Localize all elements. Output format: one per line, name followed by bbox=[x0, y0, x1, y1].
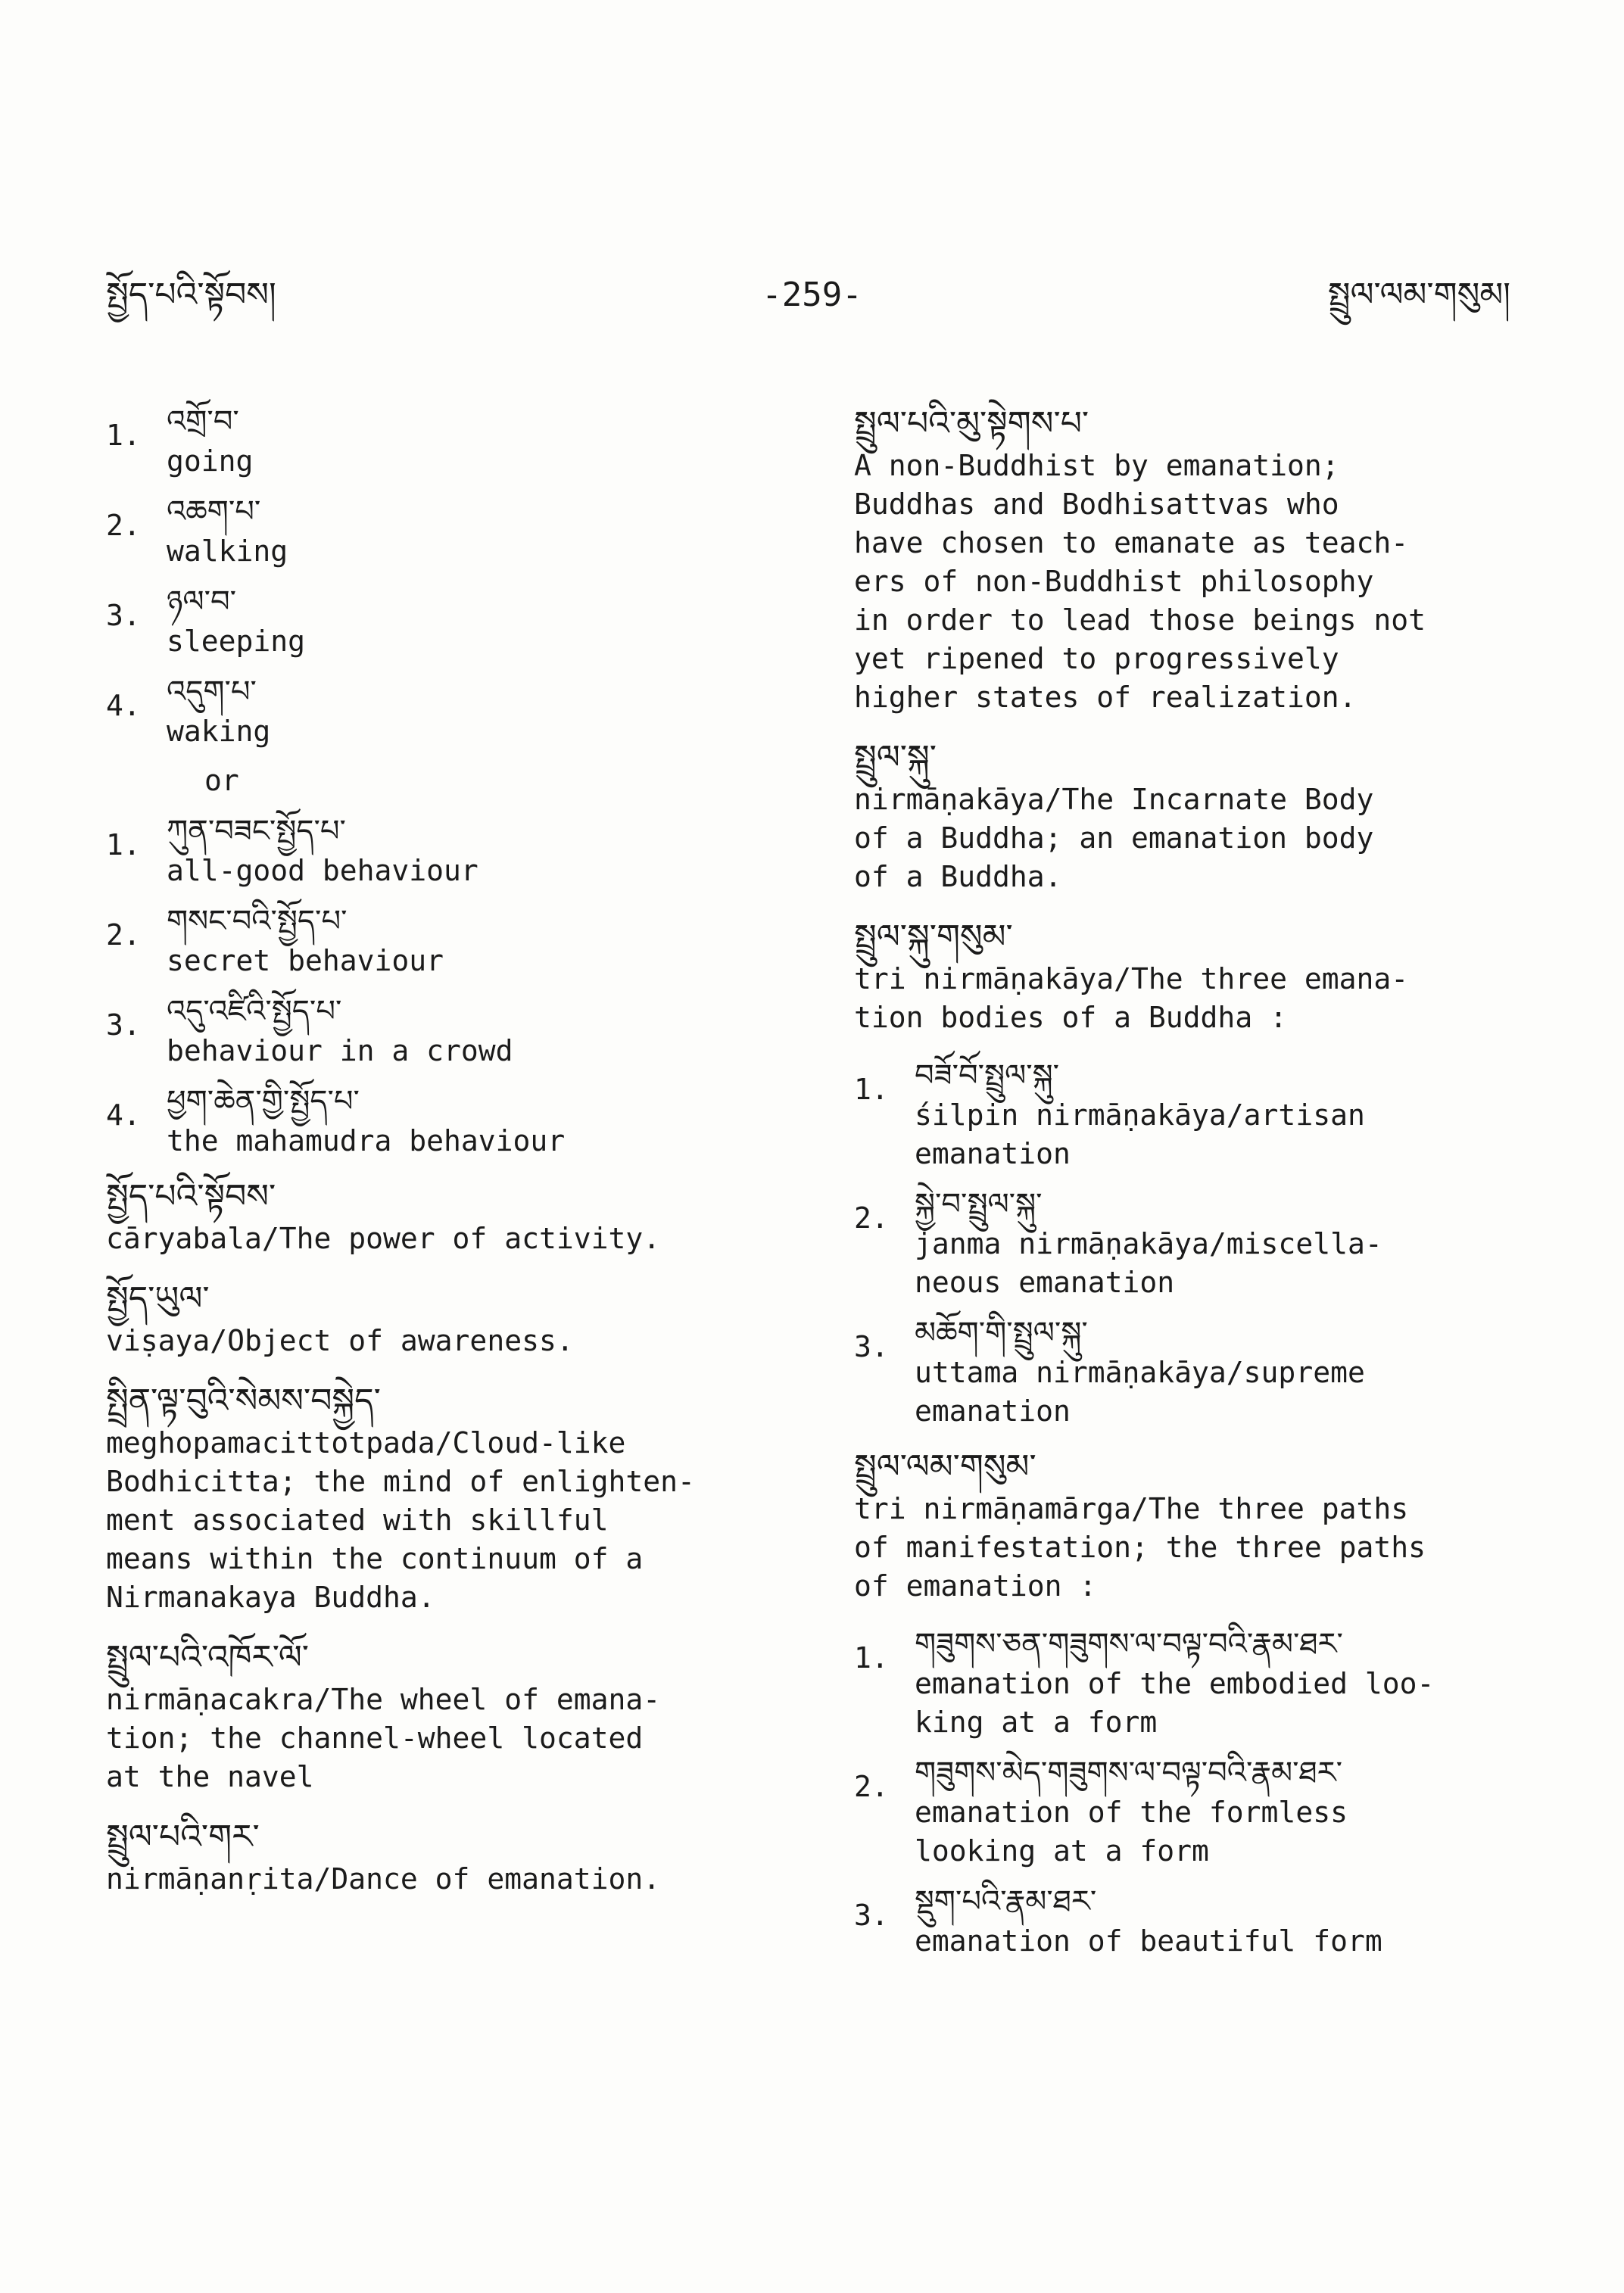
item-gloss: going bbox=[167, 444, 254, 478]
list-item bbox=[106, 671, 787, 751]
entry-headword: སྤྲུལ་སྐུ་ bbox=[854, 738, 937, 777]
item-gloss: emanation of the formless looking at a form bbox=[915, 1796, 1348, 1868]
dictionary-entry bbox=[854, 735, 1535, 896]
item-number: 3. bbox=[106, 599, 141, 632]
list-item bbox=[854, 1752, 1535, 1871]
dictionary-entry bbox=[106, 1815, 787, 1899]
item-tibetan: ཕྱག་ཆེན་གྱི་སྤྱོད་པ་ bbox=[167, 1084, 360, 1119]
item-gloss: the mahamudra behaviour bbox=[167, 1124, 566, 1157]
item-gloss: sleeping bbox=[167, 625, 306, 658]
dictionary-entry bbox=[854, 914, 1535, 1037]
dictionary-entry bbox=[106, 1174, 787, 1258]
item-number: 4. bbox=[106, 689, 141, 722]
dictionary-entry bbox=[106, 1379, 787, 1617]
item-gloss: behaviour in a crowd bbox=[167, 1034, 513, 1067]
item-number: 2. bbox=[854, 1770, 889, 1803]
item-number: 3. bbox=[106, 1008, 141, 1042]
item-gloss: uttama nirmāṇakāya/supreme emanation bbox=[915, 1356, 1365, 1428]
item-tibetan: གཟུགས་མེད་གཟུགས་ལ་བལྟ་བའི་རྣམ་ཐར་ bbox=[915, 1756, 1342, 1790]
item-tibetan: གཟུགས་ཅན་གཟུགས་ལ་བལྟ་བའི་རྣམ་ཐར་ bbox=[915, 1627, 1343, 1662]
or-separator: or bbox=[204, 764, 239, 797]
item-number: 1. bbox=[106, 419, 141, 452]
item-gloss: walking bbox=[167, 534, 288, 568]
list-item bbox=[106, 811, 787, 890]
item-gloss: janma nirmāṇakāya/miscella- neous emanation bbox=[915, 1227, 1382, 1299]
entry-definition: meghopamacittotpada/Cloud-like Bodhicitta; the mind of enlighten- ment associated with skillful means within the continuum of a Nirmanakaya Buddha. bbox=[106, 1426, 695, 1614]
item-number: 2. bbox=[106, 918, 141, 952]
item-gloss: emanation of the embodied loo- king at a form bbox=[915, 1667, 1435, 1739]
entry-headword: སྤྲིན་ལྟ་བུའི་སེམས་བསྐྱེད་ bbox=[106, 1382, 381, 1420]
entry-definition: A non-Buddhist by emanation; Buddhas and Bodhisattvas who have chosen to emanate as teach- ers of non-Buddhist philosophy in order to lead those beings not yet ripened to progressively higher states of realization. bbox=[854, 449, 1426, 714]
list-four-activities bbox=[106, 401, 787, 751]
right-column bbox=[854, 401, 1535, 1971]
item-gloss: waking bbox=[167, 715, 271, 748]
item-number: 1. bbox=[106, 828, 141, 861]
item-number: 3. bbox=[854, 1330, 889, 1363]
dictionary-entry bbox=[106, 1276, 787, 1360]
item-number: 4. bbox=[106, 1098, 141, 1132]
entry-definition: nirmāṇacakra/The wheel of emana- tion; the channel-wheel located at the navel bbox=[106, 1683, 661, 1793]
list-three-paths bbox=[854, 1624, 1535, 1961]
entry-definition: nirmāṇakāya/The Incarnate Body of a Buddha; an emanation body of a Buddha. bbox=[854, 783, 1374, 893]
item-number: 2. bbox=[854, 1201, 889, 1235]
entry-definition: tri nirmāṇakāya/The three emana- tion bodies of a Buddha : bbox=[854, 962, 1409, 1034]
item-tibetan: འགྲོ་བ་ bbox=[167, 404, 239, 439]
list-item bbox=[106, 491, 787, 571]
page-number: -259- bbox=[762, 276, 862, 314]
entry-headword: སྤྱོད་པའི་སྟོབས་ bbox=[106, 1177, 276, 1216]
list-four-behaviours bbox=[106, 811, 787, 1161]
item-tibetan: སྐྱེ་བ་སྤྲུལ་སྐུ་ bbox=[915, 1187, 1043, 1222]
item-tibetan: མཆོག་གི་སྤྲུལ་སྐུ་ bbox=[915, 1316, 1088, 1351]
entry-headword: སྤྲུལ་པའི་གར་ bbox=[106, 1818, 260, 1856]
item-tibetan: ཀུན་བཟང་སྤྱོད་པ་ bbox=[167, 814, 346, 849]
item-number: 1. bbox=[854, 1073, 889, 1106]
item-tibetan: འདུག་པ་ bbox=[167, 675, 257, 709]
item-gloss: śilpin nirmāṇakāya/artisan emanation bbox=[915, 1098, 1365, 1170]
entry-headword: སྤྱོད་ཡུལ་ bbox=[106, 1279, 210, 1318]
entry-headword: སྤྲུལ་པའི་འཁོར་ལོ་ bbox=[106, 1638, 310, 1677]
dictionary-entry bbox=[854, 1444, 1535, 1606]
item-number: 1. bbox=[854, 1641, 889, 1675]
list-item bbox=[106, 901, 787, 980]
dictionary-entry bbox=[854, 401, 1535, 717]
item-tibetan: བཟོ་བོ་སྤྲུལ་སྐུ་ bbox=[915, 1058, 1060, 1093]
item-tibetan: འདུ་འཛིའི་སྤྱོད་པ་ bbox=[167, 994, 342, 1029]
item-gloss: emanation of beautiful form bbox=[915, 1924, 1382, 1958]
list-item bbox=[854, 1055, 1535, 1173]
item-gloss: secret behaviour bbox=[167, 944, 444, 977]
list-item bbox=[854, 1881, 1535, 1961]
item-gloss: all-good behaviour bbox=[167, 854, 478, 887]
list-item bbox=[106, 1081, 787, 1161]
list-item bbox=[106, 581, 787, 661]
running-head-left: སྤྱོད་པའི་སྟོབས། bbox=[106, 276, 276, 314]
item-tibetan: འཆག་པ་ bbox=[167, 494, 261, 529]
entry-definition: nirmāṇanṛita/Dance of emanation. bbox=[106, 1862, 661, 1896]
dictionary-entry bbox=[106, 1635, 787, 1796]
entry-headword: སྤྲུལ་པའི་མུ་སྟེགས་པ་ bbox=[854, 404, 1089, 443]
list-item bbox=[854, 1313, 1535, 1431]
list-item bbox=[854, 1624, 1535, 1742]
list-item bbox=[854, 1184, 1535, 1302]
list-item bbox=[106, 991, 787, 1070]
item-tibetan: གསང་བའི་སྤྱོད་པ་ bbox=[167, 904, 348, 939]
entry-headword: སྤྲུལ་ལམ་གསུམ་ bbox=[854, 1447, 1036, 1486]
entry-definition: viṣaya/Object of awareness. bbox=[106, 1324, 574, 1357]
item-tibetan: སྡུག་པའི་རྣམ་ཐར་ bbox=[915, 1884, 1097, 1919]
running-head-right: སྤྲུལ་ལམ་གསུམ། bbox=[1327, 276, 1510, 314]
entry-headword: སྤྲུལ་སྐུ་གསུམ་ bbox=[854, 918, 1013, 956]
item-number: 3. bbox=[854, 1899, 889, 1932]
item-number: 2. bbox=[106, 509, 141, 542]
entry-definition: tri nirmāṇamārga/The three paths of manifestation; the three paths of emanation : bbox=[854, 1492, 1426, 1603]
item-tibetan: ཉལ་བ་ bbox=[167, 584, 237, 619]
left-column bbox=[106, 401, 787, 1917]
list-three-emanation-bodies bbox=[854, 1055, 1535, 1431]
entry-definition: cāryabala/The power of activity. bbox=[106, 1222, 661, 1255]
list-item bbox=[106, 401, 787, 481]
